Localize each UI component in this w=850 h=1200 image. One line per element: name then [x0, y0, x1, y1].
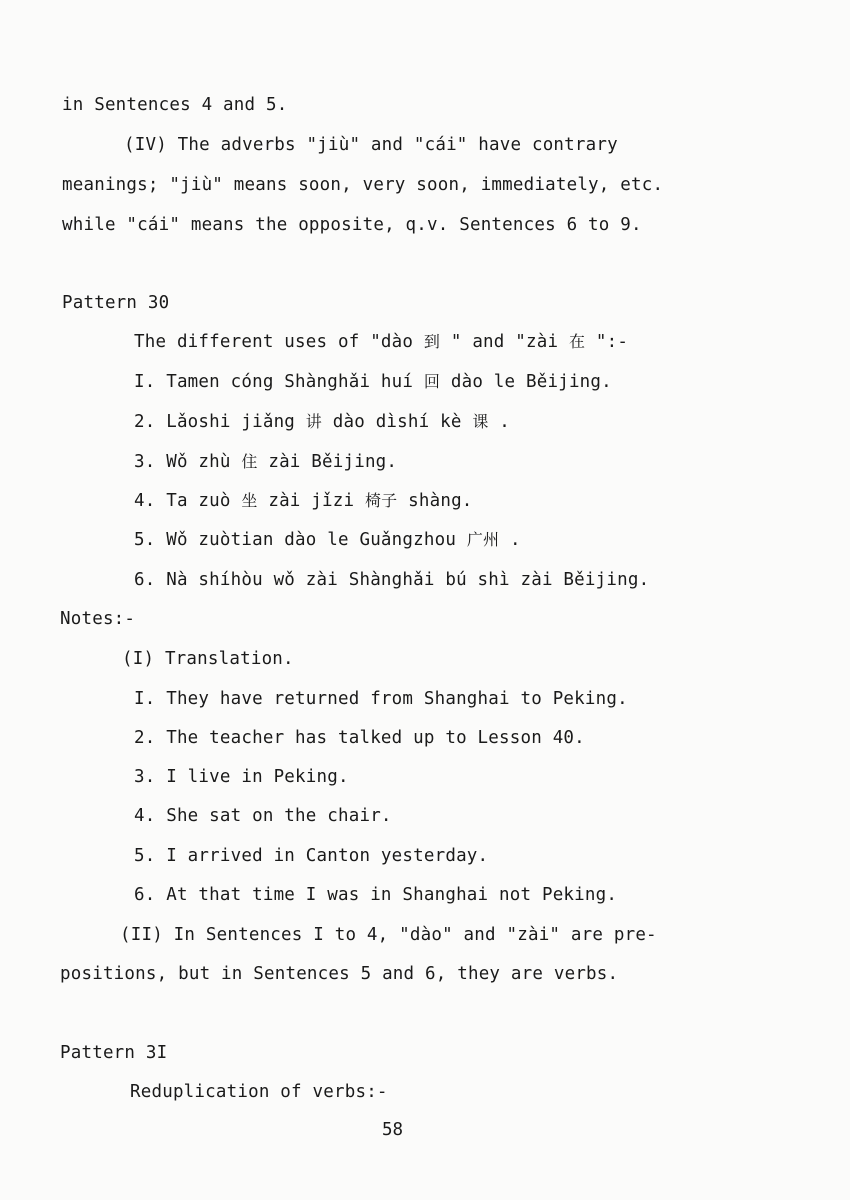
sentence-text: 4. Ta zuò: [134, 491, 231, 511]
chinese-character: 椅子: [364, 491, 398, 510]
note-ii-line-1: (II) In Sentences I to 4, "dào" and "zài" are pre-: [120, 925, 657, 945]
chinese-character: 在: [568, 332, 586, 351]
note-ii-line-2: positions, but in Sentences 5 and 6, they are verbs.: [60, 964, 619, 984]
subtitle-text: " and "zài: [450, 332, 559, 352]
page-number: 58: [382, 1120, 404, 1140]
sentence-text: dào le Běijing.: [450, 372, 612, 392]
note-iv-line-1: (IV) The adverbs "jiù" and "cái" have contrary: [124, 135, 618, 155]
intro-line: in Sentences 4 and 5.: [62, 95, 288, 115]
note-iv-line-3: while "cái" means the opposite, q.v. Sentences 6 to 9.: [62, 215, 642, 235]
example-sentence: [134, 451, 397, 473]
chinese-character: 回: [423, 372, 441, 391]
translation-line: 6. At that time I was in Shanghai not Peking.: [134, 885, 618, 905]
note-iv-line-2: meanings; "jiù" means soon, very soon, immediately, etc.: [62, 175, 664, 195]
sentence-text: shàng.: [408, 491, 473, 511]
example-sentence: [134, 411, 510, 433]
example-sentence: [134, 529, 521, 551]
translation-line: I. They have returned from Shanghai to Peking.: [134, 689, 628, 709]
sentence-text: .: [499, 412, 511, 432]
sentence-text: 3. Wǒ zhù: [134, 452, 231, 472]
pattern-31-subtitle: Reduplication of verbs:-: [130, 1082, 388, 1102]
translation-heading: (I) Translation.: [122, 649, 294, 669]
subtitle-text: The different uses of "dào: [134, 332, 414, 352]
notes-heading: Notes:-: [60, 609, 136, 629]
chinese-character: 讲: [305, 412, 322, 431]
sentence-text: dào dìshí kè: [332, 412, 462, 432]
sentence-text: I. Tamen cóng Shànghǎi huí: [134, 372, 414, 392]
chinese-character: 广州: [466, 530, 500, 549]
translation-line: 5. I arrived in Canton yesterday.: [134, 846, 489, 866]
chinese-character: 课: [472, 412, 489, 431]
pattern-31-heading: Pattern 3I: [60, 1043, 168, 1063]
example-sentence: [134, 371, 612, 393]
subtitle-text: ":-: [595, 332, 629, 352]
pattern-30-heading: Pattern 30: [62, 293, 170, 313]
chinese-character: 坐: [241, 491, 258, 510]
sentence-text: .: [509, 530, 521, 550]
example-sentence: [134, 569, 649, 591]
sentence-text: 5. Wǒ zuòtian dào le Guǎngzhou: [134, 530, 457, 550]
pattern-30-subtitle: [134, 331, 628, 353]
chinese-character: 住: [241, 452, 258, 471]
translation-line: 4. She sat on the chair.: [134, 806, 392, 826]
sentence-text: zài jǐzi: [268, 491, 355, 511]
translation-line: 3. I live in Peking.: [134, 767, 349, 787]
chinese-character: 到: [423, 332, 441, 351]
example-sentence: [134, 490, 473, 512]
sentence-text: zài Běijing.: [268, 452, 398, 472]
translation-line: 2. The teacher has talked up to Lesson 40.: [134, 728, 585, 748]
sentence-text: 2. Lǎoshi jiǎng: [134, 412, 296, 432]
sentence-text: 6. Nà shíhòu wǒ zài Shànghǎi bú shì zài Běijing.: [134, 570, 650, 590]
